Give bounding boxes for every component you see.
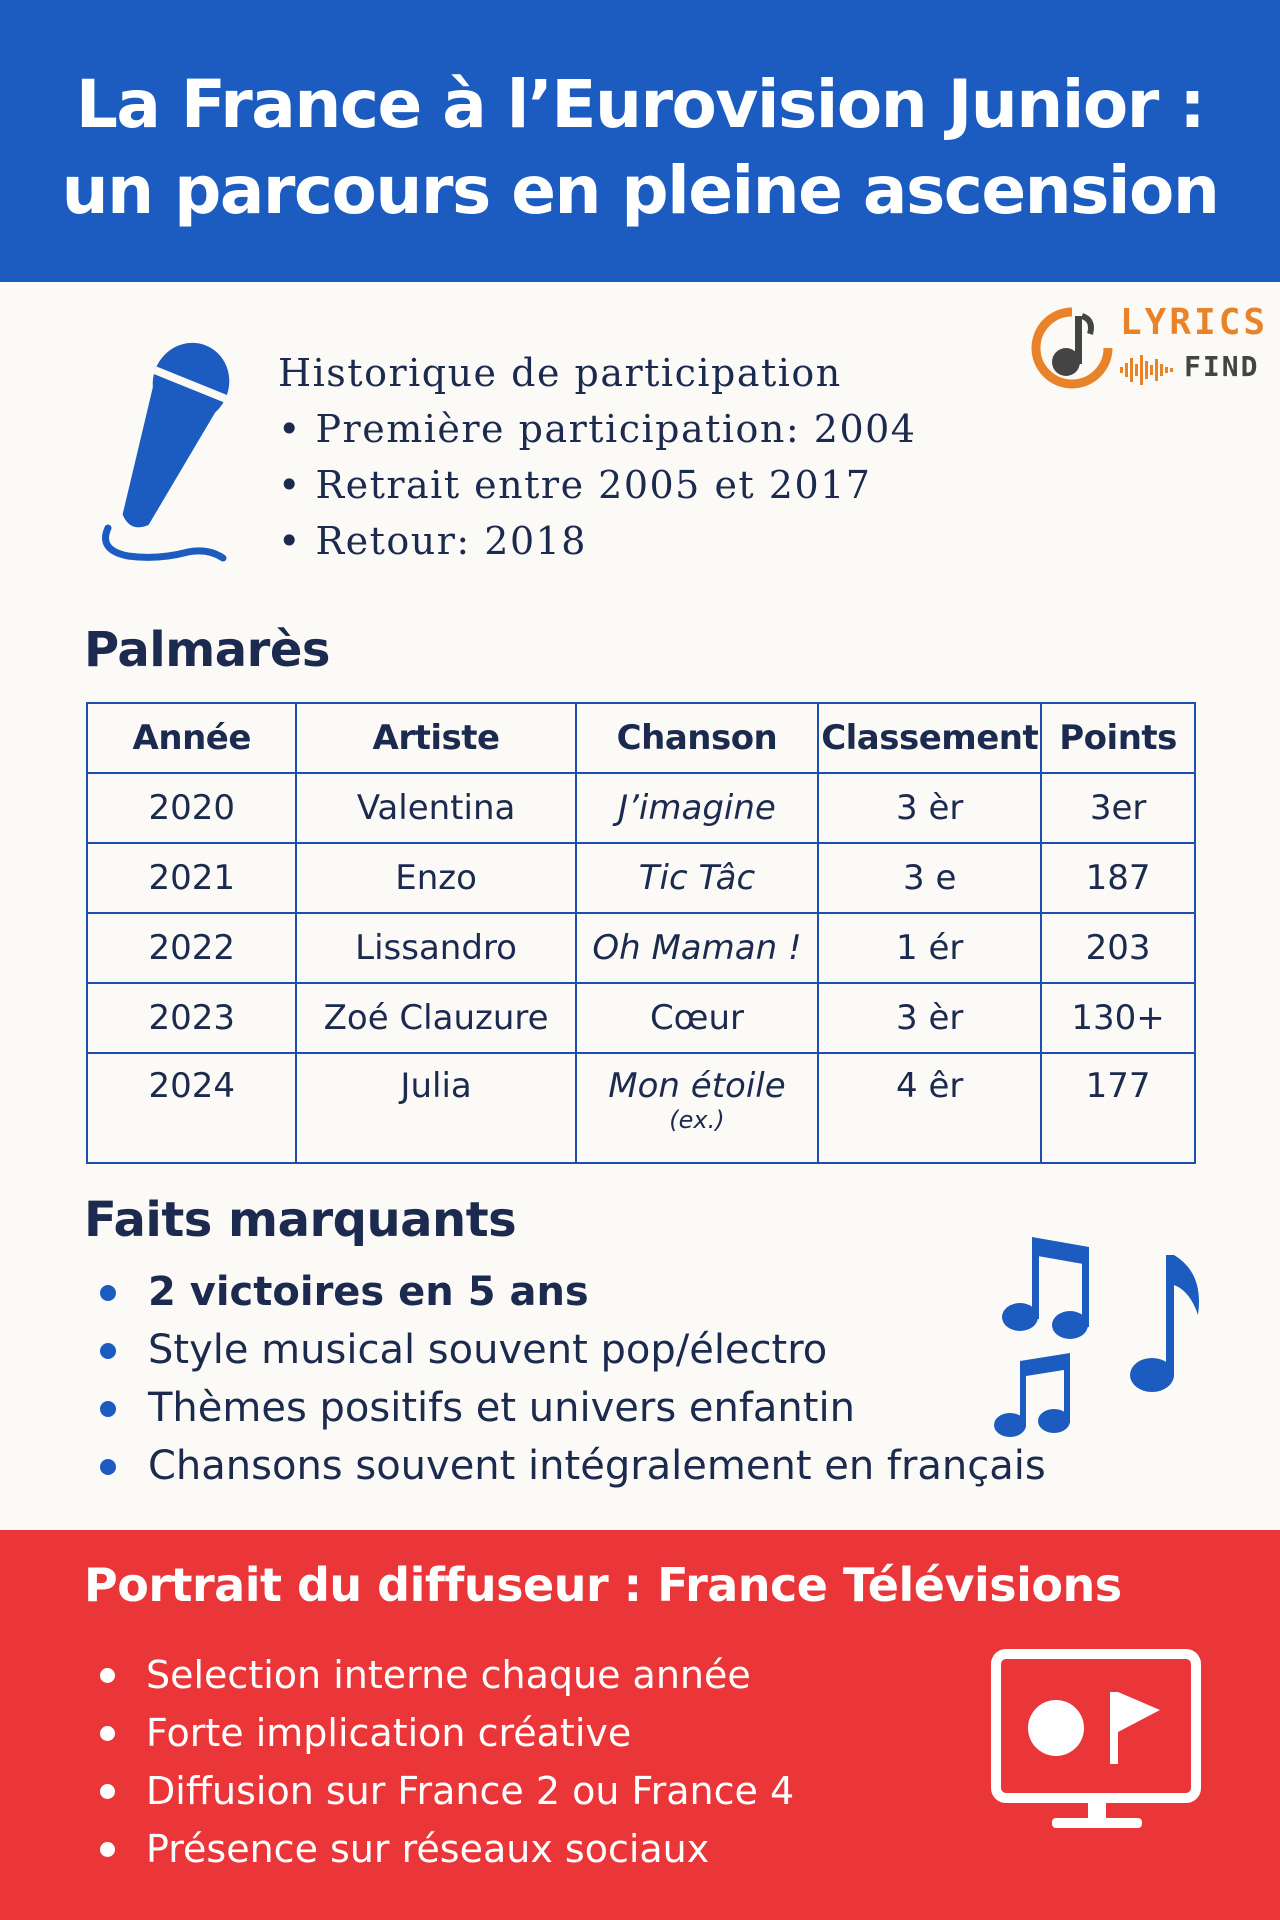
table-header-row (87, 703, 1195, 773)
list-item: Chansons souvent intégralement en français (100, 1437, 1046, 1495)
cell-song (576, 1053, 819, 1163)
history-item: • Retour: 2018 (278, 519, 587, 563)
cell-rank: 3 e (818, 843, 1041, 913)
cell-rank: 4 êr (818, 1053, 1041, 1163)
song-note: (ex.) (669, 1106, 725, 1134)
sound-wave-icon (1120, 352, 1180, 388)
cell-year: 2022 (87, 913, 296, 983)
cell-year: 2020 (87, 773, 296, 843)
list-item: Présence sur réseaux sociaux (100, 1820, 794, 1878)
page-title (0, 0, 1280, 234)
cell-points: 177 (1041, 1053, 1195, 1163)
facts-list (100, 1263, 1046, 1495)
list-item: Thèmes positifs et univers enfantin (100, 1379, 1046, 1437)
palmares-table (86, 702, 1196, 1164)
table-row (87, 1053, 1195, 1163)
table-row (87, 843, 1195, 913)
palmares-title: Palmarès (84, 622, 330, 678)
cell-song: J’imagine (576, 773, 819, 843)
table-row (87, 773, 1195, 843)
song-title: Mon étoile (608, 1066, 786, 1106)
cell-artist: Valentina (296, 773, 575, 843)
cell-song: Oh Maman ! (576, 913, 819, 983)
tv-icon (990, 1648, 1205, 1848)
history-title: Historique de participation (278, 351, 842, 395)
cell-points: 203 (1041, 913, 1195, 983)
broadcaster-section (0, 1530, 1280, 1920)
header-banner (0, 0, 1280, 282)
title-line-2: un parcours en pleine ascension (61, 152, 1219, 229)
logo-text-lyrics: LYRICS (1120, 302, 1269, 343)
music-notes-icon (990, 1225, 1230, 1455)
cell-song: Tic Tâc (576, 843, 819, 913)
broadcaster-list (100, 1646, 794, 1878)
history-item: • Retrait entre 2005 et 2017 (278, 463, 872, 507)
music-note-logo-icon (1028, 304, 1116, 392)
cell-year: 2024 (87, 1053, 296, 1163)
cell-year: 2021 (87, 843, 296, 913)
cell-artist: Lissandro (296, 913, 575, 983)
lyrics-find-logo (1028, 302, 1269, 394)
participation-history (278, 345, 916, 569)
cell-artist: Julia (296, 1053, 575, 1163)
table-row (87, 913, 1195, 983)
column-header-song: Chanson (576, 703, 819, 773)
facts-title: Faits marquants (84, 1192, 517, 1248)
broadcaster-title: Portrait du diffuseur : France Télévisions (84, 1558, 1122, 1612)
cell-rank: 3 èr (818, 773, 1041, 843)
column-header-rank: Classement (818, 703, 1041, 773)
cell-rank: 1 ér (818, 913, 1041, 983)
list-item: Style musical souvent pop/électro (100, 1321, 1046, 1379)
list-item: Forte implication créative (100, 1704, 794, 1762)
logo-text-find: FIND (1184, 350, 1260, 383)
cell-artist: Enzo (296, 843, 575, 913)
table-row (87, 983, 1195, 1053)
column-header-artist: Artiste (296, 703, 575, 773)
cell-year: 2023 (87, 983, 296, 1053)
list-item: 2 victoires en 5 ans (100, 1263, 1046, 1321)
list-item: Diffusion sur France 2 ou France 4 (100, 1762, 794, 1820)
title-line-1: La France à l’Eurovision Junior : (75, 66, 1205, 143)
cell-points: 3er (1041, 773, 1195, 843)
history-item: • Première participation: 2004 (278, 407, 917, 451)
list-item: Selection interne chaque année (100, 1646, 794, 1704)
cell-rank: 3 èr (818, 983, 1041, 1053)
column-header-year: Année (87, 703, 296, 773)
cell-artist: Zoé Clauzure (296, 983, 575, 1053)
column-header-points: Points (1041, 703, 1195, 773)
cell-points: 187 (1041, 843, 1195, 913)
cell-points: 130+ (1041, 983, 1195, 1053)
cell-song: Cœur (576, 983, 819, 1053)
microphone-icon (78, 330, 238, 570)
